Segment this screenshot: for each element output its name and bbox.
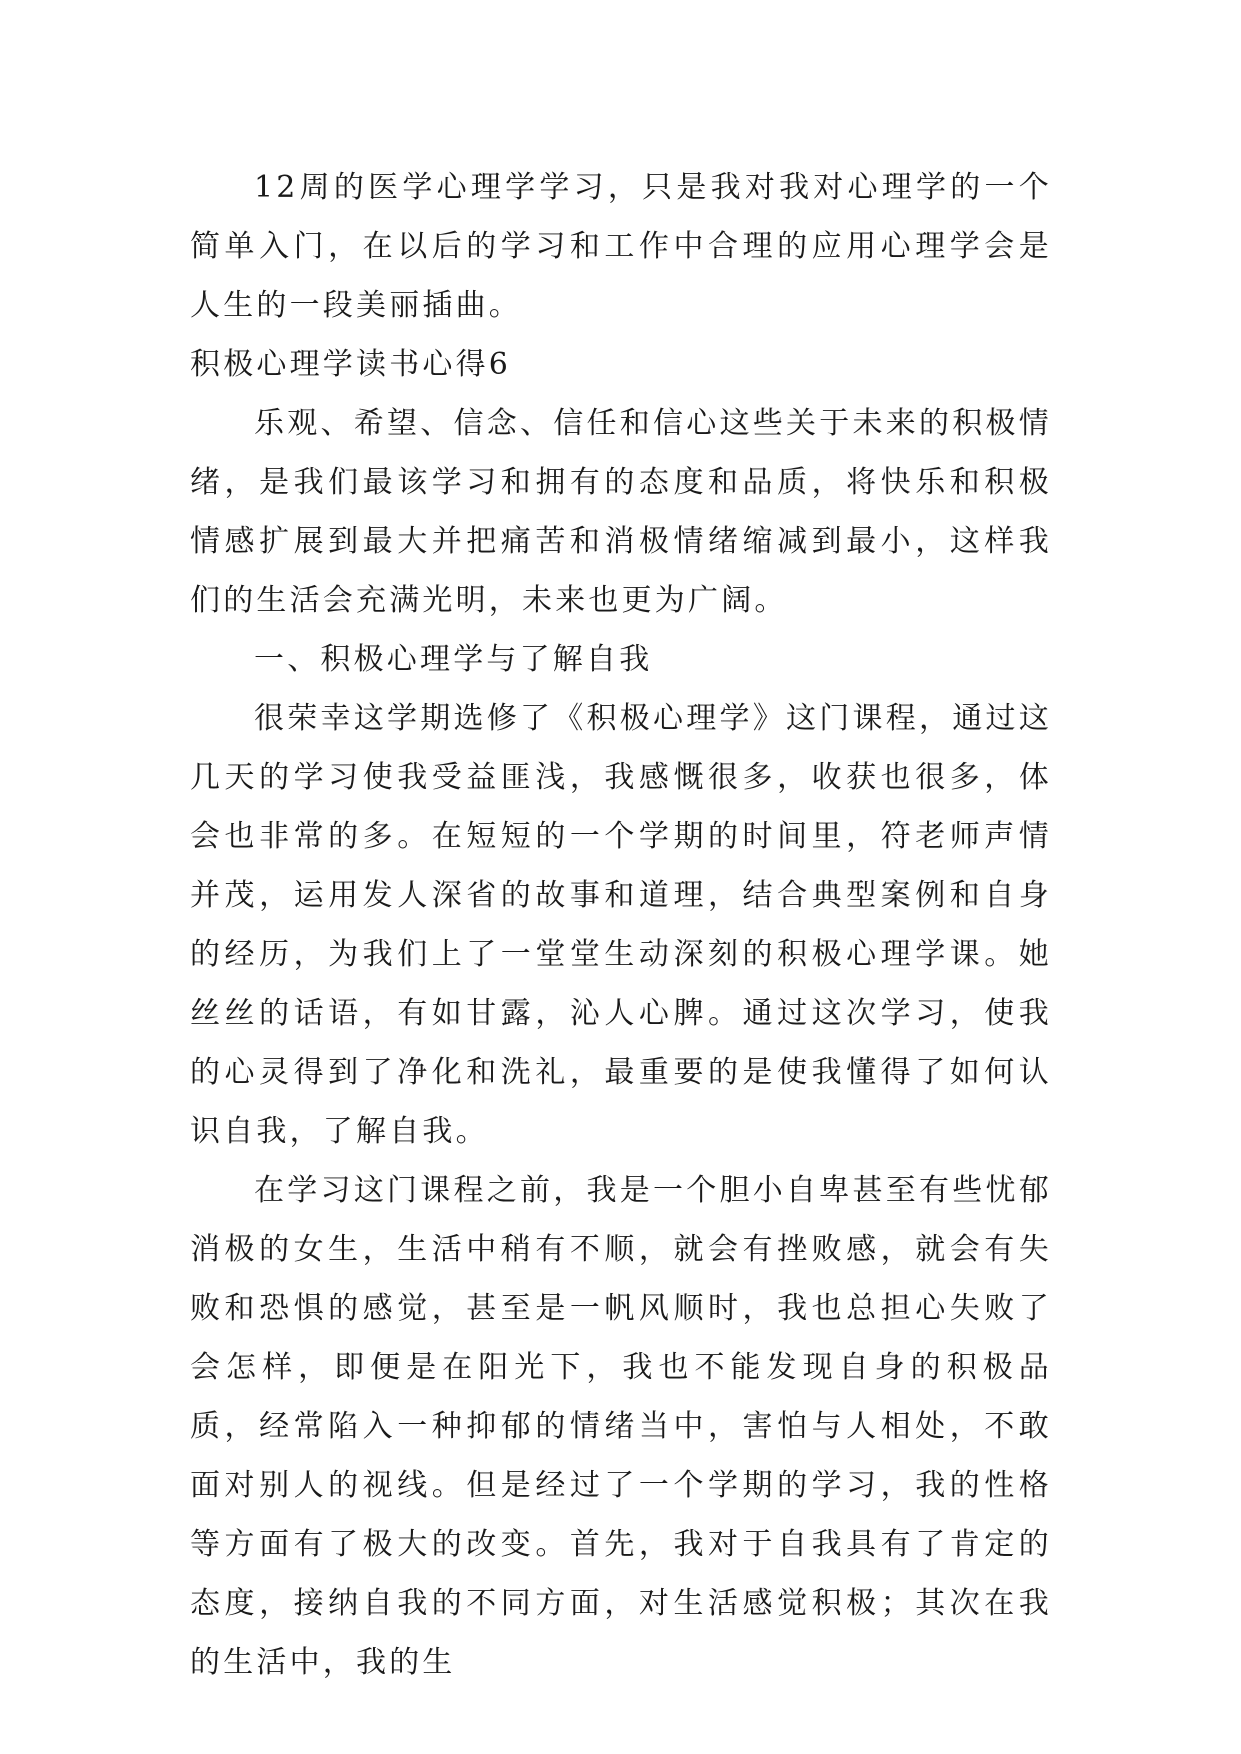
- paragraph-personal-change: 在学习这门课程之前，我是一个胆小自卑甚至有些忧郁消极的女生，生活中稍有不顺，就会有挫败感，就会有失败和恐惧的感觉，甚至是一帆风顺时，我也总担心失败了会怎样，即便是在阳光下，我也不能发现自身的积极品质，经常陷入一种抑郁的情绪当中，害怕与人相处，不敢面对别人的视线。但是经过了一个学期的学习，我的性格等方面有了极大的改变。首先，我对于自我具有了肯定的态度，接纳自我的不同方面，对生活感觉积极；其次在我的生活中，我的生: [190, 1173, 1052, 1680]
- paragraph-intro: 乐观、希望、信念、信任和信心这些关于未来的积极情绪，是我们最该学习和拥有的态度和品质，将快乐和积极情感扩展到最大并把痛苦和消极情绪缩减到最小，这样我们的生活会充满光明，未来也更为广阔。: [190, 406, 1052, 618]
- subheading-self-understanding: 一、积极心理学与了解自我: [254, 642, 653, 677]
- section-heading: 积极心理学读书心得6: [190, 347, 512, 382]
- paragraph-conclusion: 12周的医学心理学学习，只是我对我对心理学的一个简单入门，在以后的学习和工作中合理的应用心理学会是人生的一段美丽插曲。: [190, 170, 1052, 323]
- paragraph-course-experience: 很荣幸这学期选修了《积极心理学》这门课程，通过这几天的学习使我受益匪浅，我感慨很多，收获也很多，体会也非常的多。在短短的一个学期的时间里，符老师声情并茂，运用发人深省的故事和道理，结合典型案例和自身的经历，为我们上了一堂堂生动深刻的积极心理学课。她丝丝的话语，有如甘露，沁人心脾。通过这次学习，使我的心灵得到了净化和洗礼，最重要的是使我懂得了如何认识自我，了解自我。: [190, 701, 1052, 1149]
- document-body: [190, 158, 1052, 1692]
